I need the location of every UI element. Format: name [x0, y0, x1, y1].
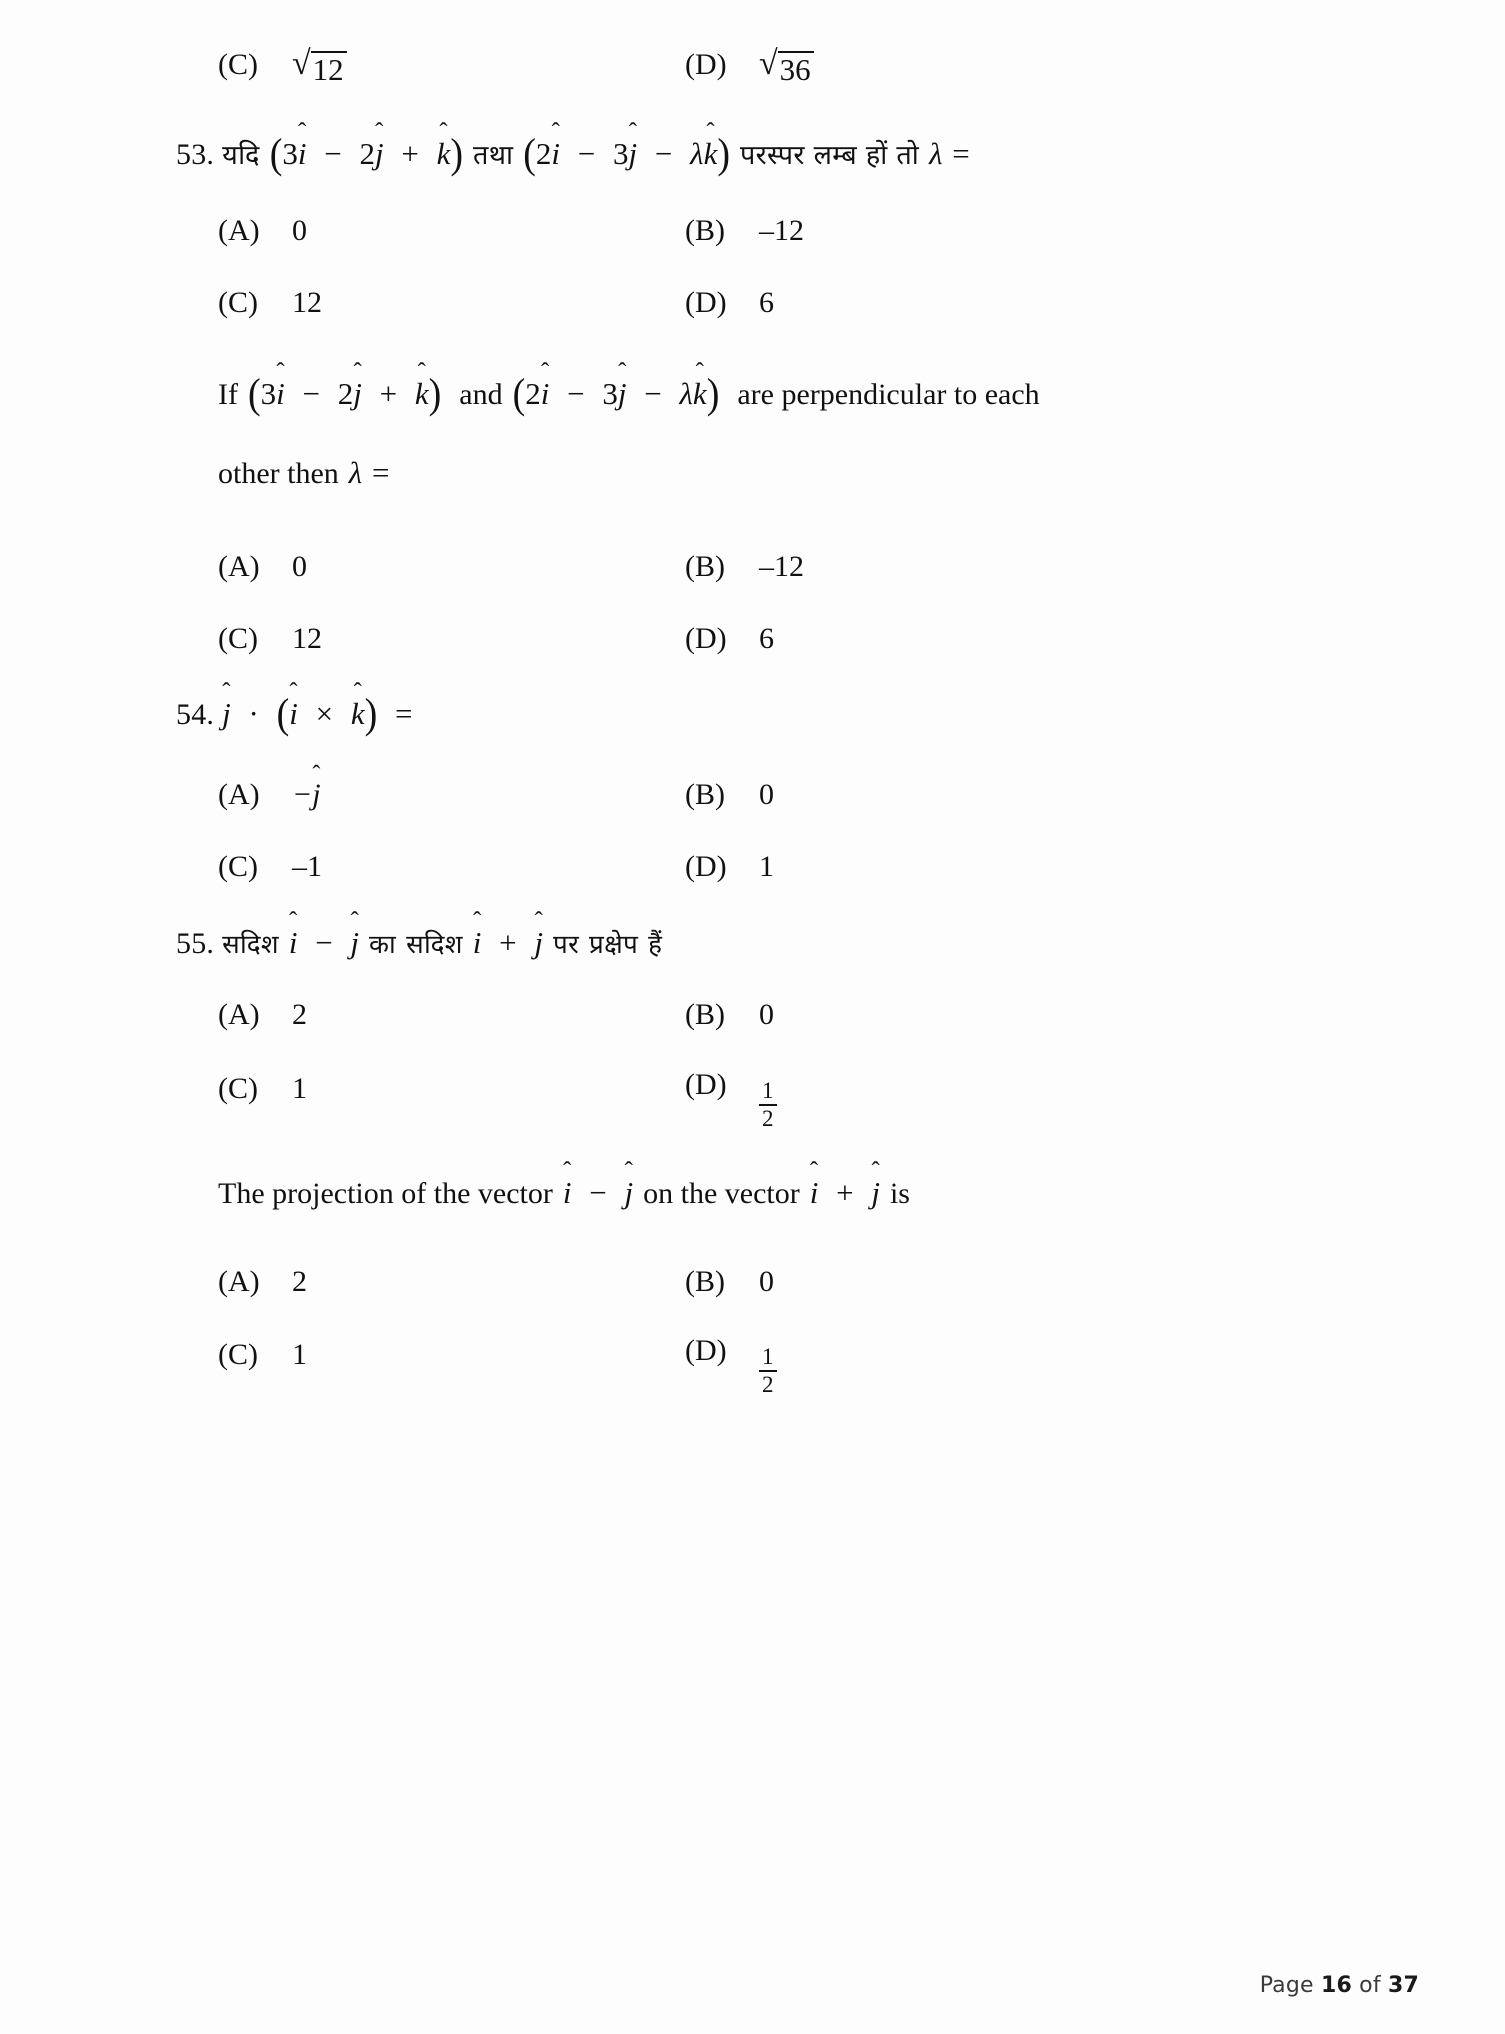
option-value: 1 — [759, 850, 774, 883]
question-54-stem — [176, 690, 413, 738]
option-value: –12 — [759, 214, 804, 247]
q54-option-d[interactable] — [685, 850, 774, 884]
option-label: (B) — [685, 998, 725, 1031]
q53-hindi-option-a[interactable] — [218, 214, 307, 248]
option-value: 1 — [292, 1072, 307, 1105]
q55-english-option-c[interactable] — [218, 1338, 307, 1372]
page-footer — [1260, 1973, 1419, 1998]
option-value-fraction — [759, 1079, 777, 1131]
q54-option-a[interactable] — [218, 778, 321, 812]
q55-english-option-a[interactable] — [218, 1265, 307, 1299]
q55-english-pre: The projection of the vector — [218, 1177, 553, 1210]
question-53-english-line1 — [218, 370, 1040, 418]
q53-english-option-a[interactable] — [218, 550, 307, 584]
q53-english-line2-tail: λ = — [348, 455, 391, 490]
q53-english-line2: other then — [218, 457, 339, 490]
option-label: (A) — [218, 550, 260, 583]
footer-of: of — [1359, 1973, 1381, 1998]
q54-expression: j · (i × k ) = — [222, 690, 413, 738]
question-55-english-stem — [218, 1175, 910, 1211]
question-number-54: 54. — [176, 698, 215, 731]
option-label-c: (C) — [218, 48, 258, 81]
option-label: (D) — [685, 1068, 727, 1101]
option-label: (D) — [685, 1334, 727, 1367]
q53-hindi-conjunction: तथा — [473, 140, 514, 171]
option-value: 0 — [292, 214, 307, 247]
q53-english-option-d[interactable] — [685, 622, 774, 656]
q53-english-option-b[interactable] — [685, 550, 804, 584]
option-label: (A) — [218, 998, 260, 1031]
option-label: (C) — [218, 1338, 258, 1371]
option-label: (C) — [218, 286, 258, 319]
option-value-sqrt12 — [292, 45, 347, 87]
fraction-numerator: 1 — [762, 1078, 774, 1103]
option-label: (C) — [218, 622, 258, 655]
q55-english-option-d[interactable] — [685, 1334, 777, 1398]
question-55-hindi-stem — [176, 925, 662, 961]
q55-hindi-word-3: सदिश — [406, 930, 463, 960]
option-label: (C) — [218, 1072, 258, 1105]
q53-hindi-tail: λ = — [929, 136, 972, 171]
option-label: (D) — [685, 286, 727, 319]
option-value: 12 — [292, 622, 322, 655]
q55-hindi-option-c[interactable] — [218, 1072, 307, 1106]
q53-english-option-c[interactable] — [218, 622, 322, 656]
question-number-55: 55. — [176, 927, 215, 960]
q55-hindi-word-6: हैं — [648, 930, 663, 960]
fraction-denominator: 2 — [759, 1104, 777, 1131]
option-value-sqrt36 — [759, 45, 814, 87]
q53-english-pre: If — [218, 378, 238, 411]
option-label: (A) — [218, 214, 260, 247]
q55-hindi-option-b[interactable] — [685, 998, 774, 1032]
q54-option-b[interactable] — [685, 778, 774, 812]
option-label: (C) — [218, 850, 258, 883]
q53-english-post: are perpendicular to each — [737, 378, 1040, 411]
option-row-top-d[interactable] — [685, 45, 814, 87]
question-number-53: 53. — [176, 138, 215, 171]
q53-hindi-option-c[interactable] — [218, 286, 322, 320]
option-value: 6 — [759, 286, 774, 319]
option-label: (A) — [218, 1265, 260, 1298]
option-value: –1 — [292, 850, 322, 883]
option-value: 0 — [759, 1265, 774, 1298]
option-value: 12 — [292, 286, 322, 319]
q53-hindi-option-b[interactable] — [685, 214, 804, 248]
option-value: –12 — [759, 550, 804, 583]
option-label: (D) — [685, 850, 727, 883]
footer-total-pages: 37 — [1387, 1973, 1419, 1998]
option-label: (B) — [685, 1265, 725, 1298]
option-value: 0 — [759, 778, 774, 811]
q55-english-expression-2: i + j — [809, 1175, 880, 1210]
q53-english-expression-1: (3i − 2j + k ) — [247, 370, 442, 418]
q53-english-and: and — [459, 378, 503, 411]
q54-option-c[interactable] — [218, 850, 322, 884]
q53-english-expression-2: (2i − 3j − λk ) — [512, 370, 720, 418]
q55-hindi-option-a[interactable] — [218, 998, 307, 1032]
option-value: 1 — [292, 1338, 307, 1371]
q55-hindi-word-1: सदिश — [222, 930, 279, 960]
option-value: 2 — [292, 1265, 307, 1298]
option-value: 6 — [759, 622, 774, 655]
q55-expression-2: i + j — [472, 925, 543, 960]
footer-current-page: 16 — [1320, 1973, 1352, 1998]
radical-sign: √ — [292, 45, 311, 82]
option-label: (B) — [685, 214, 725, 247]
fraction-numerator: 1 — [762, 1344, 774, 1369]
q55-hindi-word-4: पर — [553, 930, 580, 960]
option-value: 2 — [292, 998, 307, 1031]
question-53-english-line2 — [218, 455, 391, 491]
option-value: 0 — [292, 550, 307, 583]
q55-hindi-word-5: प्रक्षेप — [589, 930, 639, 960]
option-label-d: (D) — [685, 48, 727, 81]
option-label: (D) — [685, 622, 727, 655]
q55-hindi-option-d[interactable] — [685, 1068, 777, 1132]
option-value-fraction — [759, 1345, 777, 1397]
question-53-hindi-stem — [176, 130, 972, 178]
q55-hindi-word-2: का — [369, 930, 397, 960]
q53-hindi-suffix: परस्पर लम्ब हों तो — [739, 140, 920, 171]
radical-sign: √ — [759, 45, 778, 82]
q55-english-option-b[interactable] — [685, 1265, 774, 1299]
q55-expression-1: i − j — [288, 925, 360, 960]
q55-english-expression-1: i − j — [562, 1175, 634, 1210]
q53-hindi-option-d[interactable] — [685, 286, 774, 320]
footer-prefix: Page — [1259, 1973, 1314, 1998]
fraction-denominator: 2 — [759, 1370, 777, 1397]
radicand-value: 12 — [311, 51, 347, 87]
q55-english-post: is — [889, 1177, 910, 1210]
option-label: (B) — [685, 778, 725, 811]
q53-hindi-prefix: यदि — [222, 140, 260, 171]
radicand-value: 36 — [778, 51, 814, 87]
option-row-top-c[interactable] — [218, 45, 347, 87]
q53-expression-1: (3i − 2j + k ) — [269, 130, 463, 178]
q53-expression-2: (2i − 3j − λk ) — [523, 130, 730, 178]
option-value: 0 — [759, 998, 774, 1031]
option-value: −j — [292, 778, 321, 811]
q55-english-mid: on the vector — [643, 1177, 800, 1210]
option-label: (A) — [218, 778, 260, 811]
option-label: (B) — [685, 550, 725, 583]
